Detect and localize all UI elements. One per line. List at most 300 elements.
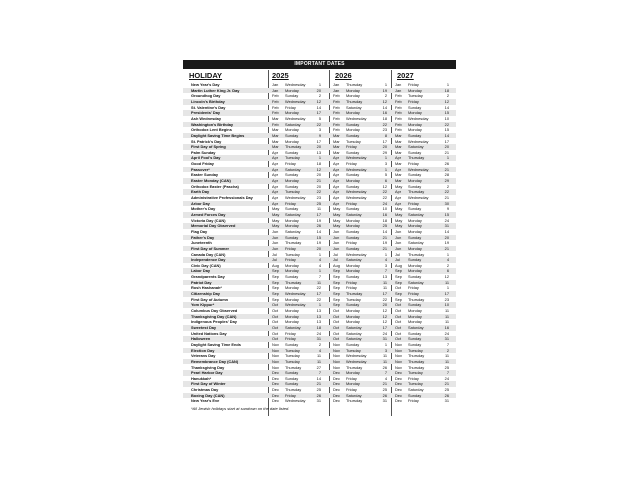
date-2027: 4	[446, 257, 449, 263]
weekday-2025: Tuesday	[285, 189, 300, 195]
date-2025: 24	[316, 330, 321, 336]
weekday-2026: Thursday	[346, 364, 363, 370]
weekday-2027: Sunday	[408, 206, 422, 212]
date-2027: 7	[446, 370, 449, 376]
date-2027: 18	[444, 87, 449, 93]
date-2026: 11	[382, 358, 387, 364]
weekday-2026: Saturday	[346, 324, 362, 330]
month-2026: Apr	[333, 189, 340, 195]
weekday-2026: Friday	[346, 387, 357, 393]
month-2027: Apr	[395, 166, 402, 172]
month-2027: Oct	[395, 285, 402, 291]
month-2026: Jan	[333, 82, 340, 87]
month-2025: Jun	[272, 234, 279, 240]
date-2027: 1	[446, 285, 449, 291]
month-2025: Mar	[272, 115, 279, 121]
weekday-2027: Monday	[408, 262, 422, 268]
weekday-2027: Sunday	[408, 132, 422, 138]
holiday-name: Earth Day	[191, 189, 210, 195]
weekday-2027: Tuesday	[408, 347, 423, 353]
footnote: *All Jewish holidays start at sundown on the date listed.	[191, 406, 290, 411]
weekday-2027: Wednesday	[408, 166, 429, 172]
holiday-name: April Fool's Day	[191, 155, 221, 161]
weekday-2025: Friday	[285, 336, 296, 342]
weekday-2025: Saturday	[285, 324, 301, 330]
weekday-2025: Sunday	[285, 183, 299, 189]
holiday-name: Patriot Day	[191, 279, 212, 285]
weekday-2026: Monday	[346, 110, 360, 116]
weekday-2025: Friday	[285, 330, 296, 336]
date-2025: 14	[316, 104, 321, 110]
year-2025-header: 2025	[272, 71, 289, 80]
date-2025: 22	[316, 296, 321, 302]
month-2025: Apr	[272, 189, 279, 195]
month-2026: Dec	[333, 387, 340, 393]
date-2027: 2	[446, 347, 449, 353]
month-2026: Feb	[333, 115, 340, 121]
month-2027: Nov	[395, 353, 402, 359]
weekday-2027: Monday	[408, 313, 422, 319]
date-2026: 20	[382, 144, 387, 150]
holiday-name: Lincoln's Birthday	[191, 98, 225, 104]
date-2027: 25	[444, 387, 449, 393]
month-2026: Dec	[333, 370, 340, 376]
month-2026: Apr	[333, 161, 340, 167]
holiday-column-header: HOLIDAY	[189, 71, 223, 80]
holiday-name: Columbus Day Observed	[191, 308, 238, 313]
month-2027: Apr	[395, 189, 402, 195]
month-2025: Mar	[272, 127, 279, 133]
date-2026: 1	[384, 251, 387, 257]
date-2025: 11	[316, 353, 321, 359]
month-2025: May	[272, 217, 280, 223]
holiday-name: Washington's Birthday	[191, 121, 234, 127]
date-2027: 15	[444, 110, 449, 116]
weekday-2026: Wednesday	[346, 115, 367, 121]
weekday-2027: Wednesday	[408, 195, 429, 200]
weekday-2026: Monday	[346, 178, 360, 184]
holiday-name: Flag Day	[191, 228, 208, 234]
weekday-2025: Monday	[285, 296, 299, 302]
month-2025: Nov	[272, 341, 279, 347]
weekday-2026: Wednesday	[346, 166, 367, 172]
weekday-2025: Wednesday	[285, 398, 306, 404]
weekday-2027: Monday	[408, 228, 422, 234]
date-2026: 22	[382, 296, 387, 302]
date-2025: 1	[318, 251, 321, 257]
month-2026: Mar	[333, 138, 340, 144]
date-2025: 4	[318, 347, 321, 353]
weekday-2025: Friday	[285, 245, 296, 251]
month-2027: Jun	[395, 228, 402, 234]
date-2025: 19	[316, 240, 321, 246]
date-2026: 5	[384, 172, 387, 178]
weekday-2025: Sunday	[285, 381, 299, 387]
month-2025: Oct	[272, 302, 279, 308]
weekday-2025: Friday	[285, 161, 296, 167]
date-2027: 11	[444, 358, 449, 364]
month-2026: Apr	[333, 200, 340, 206]
weekday-2026: Saturday	[346, 392, 362, 398]
month-2025: Dec	[272, 392, 279, 398]
date-2026: 22	[382, 195, 387, 200]
weekday-2025: Monday	[285, 217, 299, 223]
month-2026: Dec	[333, 381, 340, 387]
weekday-2026: Monday	[346, 308, 360, 313]
date-2025: 31	[316, 336, 321, 342]
month-2027: Sep	[395, 268, 402, 274]
weekday-2026: Wednesday	[346, 251, 367, 257]
weekday-2026: Monday	[346, 313, 360, 319]
weekday-2027: Saturday	[408, 211, 424, 217]
date-2026: 3	[384, 262, 387, 268]
date-2026: 1	[384, 82, 387, 87]
holiday-name: Boxing Day (CAN)	[191, 392, 225, 398]
month-2026: Oct	[333, 313, 340, 319]
month-2025: Jul	[272, 257, 277, 263]
weekday-2027: Sunday	[408, 330, 422, 336]
weekday-2025: Friday	[285, 257, 296, 263]
month-2025: Oct	[272, 308, 279, 313]
weekday-2027: Tuesday	[408, 93, 423, 99]
weekday-2025: Thursday	[285, 279, 302, 285]
date-2025: 22	[316, 285, 321, 291]
date-2027: 11	[444, 319, 449, 325]
weekday-2026: Monday	[346, 93, 360, 99]
month-2026: Feb	[333, 121, 340, 127]
date-2026: 1	[384, 341, 387, 347]
weekday-2026: Friday	[346, 200, 357, 206]
weekday-2026: Thursday	[346, 291, 363, 297]
holiday-name: Canada Day (CAN)	[191, 251, 226, 257]
holiday-name: Armed Forces Day	[191, 211, 226, 217]
date-2025: 20	[316, 87, 321, 93]
holiday-name: Victoria Day (CAN)	[191, 217, 226, 223]
weekday-2027: Sunday	[408, 392, 422, 398]
date-2027: 2	[446, 262, 449, 268]
month-2026: Jul	[333, 251, 338, 257]
date-2025: 4	[318, 257, 321, 263]
table-row	[183, 398, 456, 404]
month-2027: Dec	[395, 375, 402, 381]
date-2026: 12	[382, 98, 387, 104]
month-2025: Dec	[272, 375, 279, 381]
holiday-name: Administrative Professionals Day	[191, 195, 253, 200]
month-2025: Dec	[272, 387, 279, 393]
month-2025: Sep	[272, 279, 279, 285]
month-2027: Oct	[395, 336, 402, 342]
month-2027: Feb	[395, 110, 402, 116]
weekday-2027: Monday	[408, 110, 422, 116]
weekday-2027: Saturday	[408, 240, 424, 246]
weekday-2026: Sunday	[346, 341, 360, 347]
date-2027: 2	[446, 93, 449, 99]
date-2027: 11	[444, 313, 449, 319]
weekday-2027: Sunday	[408, 341, 422, 347]
holiday-name: Juneteenth	[191, 240, 212, 246]
date-2027: 15	[444, 211, 449, 217]
holiday-name: Hanukkah*	[191, 375, 212, 381]
month-2025: Nov	[272, 353, 279, 359]
date-2027: 1	[446, 82, 449, 87]
month-2027: Apr	[395, 155, 402, 161]
month-2027: May	[395, 217, 403, 223]
weekday-2025: Wednesday	[285, 98, 306, 104]
weekday-2026: Sunday	[346, 234, 360, 240]
weekday-2026: Sunday	[346, 228, 360, 234]
date-2026: 17	[382, 291, 387, 297]
date-2026: 14	[382, 228, 387, 234]
date-2027: 26	[444, 161, 449, 167]
date-2026: 21	[382, 381, 387, 387]
date-2025: 22	[316, 121, 321, 127]
month-2025: Sep	[272, 291, 279, 297]
weekday-2027: Monday	[408, 245, 422, 251]
weekday-2026: Monday	[346, 319, 360, 325]
date-2026: 17	[382, 138, 387, 144]
weekday-2025: Tuesday	[285, 347, 300, 353]
weekday-2025: Sunday	[285, 93, 299, 99]
weekday-2027: Sunday	[408, 149, 422, 155]
weekday-2026: Wednesday	[346, 195, 367, 200]
weekday-2027: Sunday	[408, 302, 422, 308]
date-2026: 24	[382, 330, 387, 336]
month-2027: Nov	[395, 347, 402, 353]
month-2027: Jul	[395, 251, 400, 257]
month-2026: Jun	[333, 240, 340, 246]
date-2025: 18	[316, 324, 321, 330]
month-2027: Sep	[395, 279, 402, 285]
month-2025: Apr	[272, 166, 279, 172]
month-2027: Oct	[395, 313, 402, 319]
weekday-2025: Sunday	[285, 132, 299, 138]
date-2026: 11	[382, 279, 387, 285]
date-2027: 26	[444, 392, 449, 398]
holiday-name: Thanksgiving Day	[191, 364, 225, 370]
weekday-2025: Monday	[285, 262, 299, 268]
date-2026: 22	[382, 189, 387, 195]
date-2025: 20	[316, 183, 321, 189]
month-2025: Feb	[272, 110, 279, 116]
date-2027: 30	[444, 200, 449, 206]
month-2025: Jun	[272, 228, 279, 234]
month-2025: Jan	[272, 87, 279, 93]
weekday-2026: Sunday	[346, 172, 360, 178]
month-2026: Apr	[333, 166, 340, 172]
month-2025: May	[272, 223, 280, 229]
weekday-2025: Wednesday	[285, 115, 306, 121]
weekday-2026: Monday	[346, 217, 360, 223]
date-2027: 1	[446, 155, 449, 161]
date-2025: 12	[316, 166, 321, 172]
holiday-name: Civic Day (CAN)	[191, 262, 221, 268]
month-2025: May	[272, 211, 280, 217]
month-2025: Apr	[272, 195, 279, 200]
date-2026: 24	[382, 200, 387, 206]
date-2025: 26	[316, 223, 321, 229]
date-2025: 11	[316, 206, 321, 212]
weekday-2025: Saturday	[285, 211, 301, 217]
holiday-name: New Year's Day	[191, 82, 220, 87]
month-2025: Feb	[272, 93, 279, 99]
holiday-name: Indigenous Peoples' Day	[191, 319, 237, 325]
date-2025: 23	[316, 195, 321, 200]
date-2025: 20	[316, 144, 321, 150]
weekday-2026: Wednesday	[346, 358, 367, 364]
month-2027: Dec	[395, 387, 402, 393]
holiday-name: Independence Day	[191, 257, 226, 263]
holiday-name: Easter Sunday	[191, 172, 219, 178]
month-2026: Sep	[333, 285, 340, 291]
weekday-2027: Friday	[408, 375, 419, 381]
month-2026: Nov	[333, 364, 340, 370]
weekday-2027: Thursday	[408, 251, 425, 257]
weekday-2026: Tuesday	[346, 138, 361, 144]
month-2026: Apr	[333, 155, 340, 161]
date-2025: 2	[318, 341, 321, 347]
month-2025: Oct	[272, 330, 279, 336]
date-2025: 20	[316, 245, 321, 251]
date-2027: 9	[446, 206, 449, 212]
month-2026: Mar	[333, 144, 340, 150]
month-2027: Oct	[395, 330, 402, 336]
date-2026: 17	[382, 324, 387, 330]
month-2027: Oct	[395, 324, 402, 330]
weekday-2025: Monday	[285, 110, 299, 116]
date-2026: 12	[382, 308, 387, 313]
important-dates-sheet	[183, 60, 456, 432]
holiday-name: Presidents' Day	[191, 110, 221, 116]
month-2025: Apr	[272, 178, 279, 184]
month-2027: May	[395, 211, 403, 217]
weekday-2027: Monday	[408, 121, 422, 127]
month-2025: Feb	[272, 121, 279, 127]
weekday-2026: Tuesday	[346, 347, 361, 353]
date-2026: 3	[384, 161, 387, 167]
weekday-2027: Friday	[408, 291, 419, 297]
date-2025: 19	[316, 217, 321, 223]
month-2025: Mar	[272, 138, 279, 144]
date-2027: 31	[444, 336, 449, 342]
weekday-2025: Sunday	[285, 149, 299, 155]
holiday-name: Passover*	[191, 166, 210, 172]
weekday-2027: Sunday	[408, 172, 422, 178]
date-2026: 1	[384, 155, 387, 161]
date-2027: 21	[444, 195, 449, 200]
month-2025: Oct	[272, 324, 279, 330]
holiday-name: Orthodox Easter (Pascha)	[191, 183, 239, 189]
month-2025: Sep	[272, 274, 279, 280]
weekday-2025: Tuesday	[285, 358, 300, 364]
date-2025: 13	[316, 313, 321, 319]
holiday-name: St. Valentine's Day	[191, 104, 226, 110]
date-2027: 24	[444, 375, 449, 381]
date-2026: 21	[382, 245, 387, 251]
month-2026: Sep	[333, 274, 340, 280]
date-2027: 12	[444, 98, 449, 104]
month-2026: Oct	[333, 324, 340, 330]
month-2026: Dec	[333, 392, 340, 398]
month-2027: Mar	[395, 172, 402, 178]
weekday-2026: Monday	[346, 87, 360, 93]
date-2025: 18	[316, 161, 321, 167]
weekday-2026: Friday	[346, 161, 357, 167]
holiday-name: Yom Kippur*	[191, 302, 215, 308]
holiday-name: Daylight Saving Time Ends	[191, 341, 241, 347]
month-2027: Jan	[395, 87, 402, 93]
date-2026: 31	[382, 398, 387, 404]
holiday-name: Ash Wednesday	[191, 115, 221, 121]
holiday-name: First Day of Spring	[191, 144, 226, 150]
holiday-name: Pearl Harbor Day	[191, 370, 223, 376]
month-2027: Mar	[395, 149, 402, 155]
weekday-2026: Saturday	[346, 257, 362, 263]
month-2027: Feb	[395, 104, 402, 110]
month-2026: Nov	[333, 358, 340, 364]
date-2027: 22	[444, 121, 449, 127]
month-2026: Nov	[333, 341, 340, 347]
holiday-name: Citizenship Day	[191, 291, 220, 297]
date-2025: 9	[318, 132, 321, 138]
month-2025: Jun	[272, 245, 279, 251]
month-2026: Jul	[333, 257, 338, 263]
date-2025: 17	[316, 110, 321, 116]
holiday-name: Father's Day	[191, 234, 215, 240]
date-2025: 20	[316, 172, 321, 178]
date-2025: 21	[316, 178, 321, 184]
date-2027: 31	[444, 398, 449, 404]
date-2026: 18	[382, 217, 387, 223]
weekday-2026: Thursday	[346, 398, 363, 404]
year-2027-header: 2027	[397, 71, 414, 80]
weekday-2026: Monday	[346, 381, 360, 387]
month-2026: Jan	[333, 87, 340, 93]
date-2025: 2	[318, 93, 321, 99]
date-2025: 25	[316, 200, 321, 206]
month-2027: Mar	[395, 144, 402, 150]
date-2026: 31	[382, 336, 387, 342]
weekday-2025: Monday	[285, 268, 299, 274]
weekday-2026: Wednesday	[346, 189, 367, 195]
weekday-2025: Saturday	[285, 228, 301, 234]
date-2025: 1	[318, 268, 321, 274]
weekday-2027: Sunday	[408, 234, 422, 240]
month-2025: Sep	[272, 268, 279, 274]
weekday-2026: Friday	[346, 240, 357, 246]
weekday-2027: Friday	[408, 398, 419, 404]
month-2026: Feb	[333, 98, 340, 104]
weekday-2026: Monday	[346, 262, 360, 268]
month-2026: Feb	[333, 93, 340, 99]
holiday-name: First Day of Winter	[191, 381, 226, 387]
date-2025: 1	[318, 82, 321, 87]
month-2027: Feb	[395, 115, 402, 121]
month-2025: Mar	[272, 132, 279, 138]
weekday-2027: Friday	[408, 161, 419, 167]
date-2027: 24	[444, 217, 449, 223]
month-2027: Jun	[395, 245, 402, 251]
month-2025: Dec	[272, 370, 279, 376]
weekday-2027: Sunday	[408, 274, 422, 280]
date-2027: 20	[444, 144, 449, 150]
month-2025: Aug	[272, 262, 279, 268]
weekday-2025: Monday	[285, 313, 299, 319]
month-2027: Mar	[395, 178, 402, 184]
date-2025: 7	[318, 274, 321, 280]
date-2026: 26	[382, 364, 387, 370]
weekday-2025: Thursday	[285, 364, 302, 370]
weekday-2027: Thursday	[408, 155, 425, 161]
